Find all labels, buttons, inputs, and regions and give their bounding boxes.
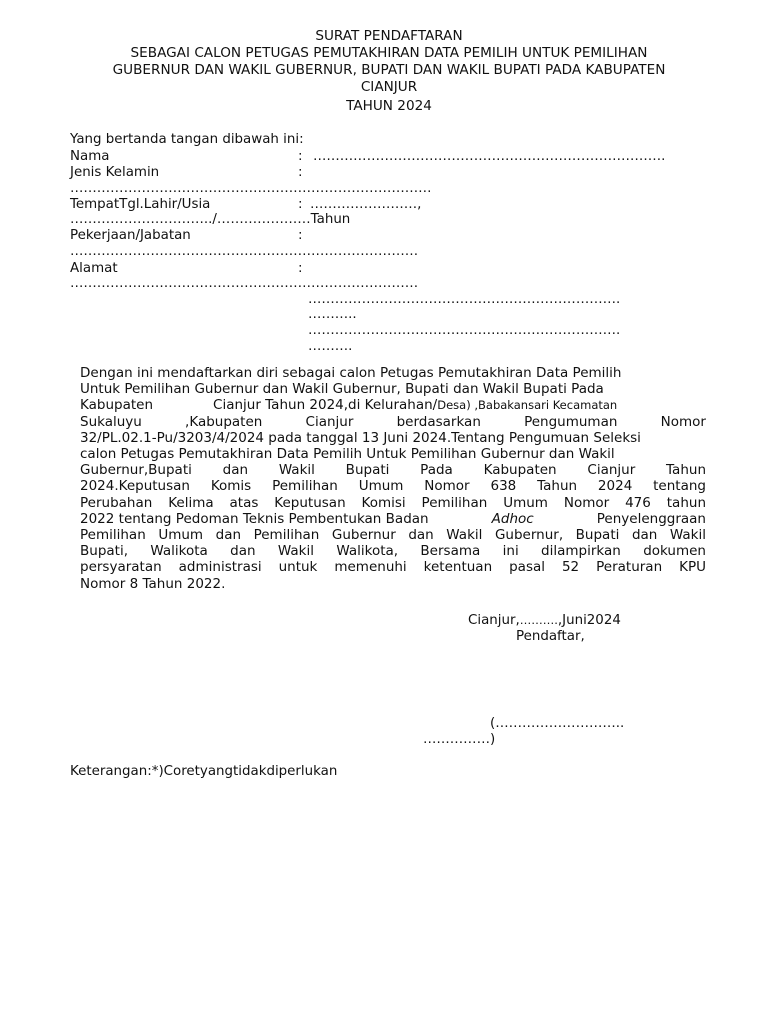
registration-statement: [80, 365, 706, 592]
gender-field[interactable]: ………………………………………………………………………: [70, 181, 432, 196]
statement-line: Pemilihan Umum dan Pemilihan Gubernur dan Wakil Gubernur, Bupati dan Wakil: [80, 527, 706, 544]
statement-line: 2024.Keputusan Komis Pemilihan Umum Nomor 638 Tahun 2024 tentang: [80, 478, 706, 495]
address-colon: :: [298, 261, 303, 276]
statement-line: 2022 tentang Pedoman Teknis Pembentukan Badan Adhoc Penyelenggraan: [80, 510, 706, 527]
occupation-colon: :: [298, 228, 303, 243]
statement-line: Sukaluyu ,Kabupaten Cianjur berdasarkan Pengumuman Nomor: [80, 413, 706, 430]
occupation-label: Pekerjaan/Jabatan: [70, 228, 191, 243]
statement-line: Untuk Pemilihan Gubernur dan Wakil Gubernur, Bupati dan Wakil Bupati Pada: [80, 381, 604, 398]
document-year: TAHUN 2024: [346, 98, 432, 114]
birth-label: TempatTgl.Lahir/Usia: [70, 197, 211, 212]
address-field-line-3-cont[interactable]: ……….: [308, 339, 353, 354]
occupation-field[interactable]: ……………………………………………………………………: [70, 244, 419, 259]
address-field-line-3[interactable]: …………………………………………………………….: [308, 323, 621, 338]
signature-place-date: Cianjur,……….,Juni2024: [468, 613, 621, 628]
statement-line: calon Petugas Pemutakhiran Data Pemilih Untuk Pemilihan Gubernur dan Wakil: [80, 446, 615, 463]
statement-line: Perubahan Kelima atas Keputusan Komisi Pemilihan Umum Nomor 476 tahun: [80, 494, 706, 511]
statement-line: Dengan ini mendaftarkan diri sebagai calon Petugas Pemutakhiran Data Pemilih: [80, 365, 622, 381]
statement-line: persyaratan administrasi untuk memenuhi ketentuan pasal 52 Peraturan KPU: [80, 559, 706, 576]
birth-place-field[interactable]: ……………………,: [310, 197, 422, 212]
form-intro: Yang bertanda tangan dibawah ini:: [70, 132, 304, 147]
gender-colon: :: [298, 165, 303, 180]
statement-line: Nomor 8 Tahun 2022.: [80, 575, 226, 592]
address-field-line-2-cont[interactable]: ………..: [308, 307, 357, 322]
document-subtitle-line-3: CIANJUR: [360, 79, 418, 95]
statement-line: 32/PL.02.1-Pu/3203/4/2024 pada tanggal 13 Juni 2024.Tentang Pengumuan Seleksi: [80, 429, 641, 446]
document-subtitle-line-2: GUBERNUR DAN WAKIL GUBERNUR, BUPATI DAN WAKIL BUPATI PADA KABUPATEN: [112, 62, 666, 78]
name-field[interactable]: …………………………………………………………………….: [313, 149, 666, 164]
document-subtitle-line-1: SEBAGAI CALON PETUGAS PEMUTAKHIRAN DATA PEMILIH UNTUK PEMILIHAN: [130, 45, 648, 61]
address-label: Alamat: [70, 261, 118, 276]
gender-label: Jenis Kelamin: [70, 165, 160, 180]
document-title: SURAT PENDAFTARAN: [315, 28, 463, 44]
signature-role: Pendaftar,: [516, 629, 585, 644]
birth-colon: :: [298, 197, 303, 212]
address-field-line-2[interactable]: …………………………………………………………….: [308, 292, 621, 307]
birth-date-age-field[interactable]: …………………………../…………………Tahun: [70, 212, 351, 227]
name-label: Nama: [70, 149, 110, 164]
signature-name-field[interactable]: (………………………..: [490, 716, 625, 731]
footer-note: Keterangan:*)Coretyangtidakdiperlukan: [70, 764, 338, 779]
statement-line: Kabupaten Cianjur Tahun 2024,di Kelurahan/Desa) ,Babakansari Kecamatan: [80, 397, 618, 414]
name-colon: :: [298, 149, 303, 164]
address-field-line-1[interactable]: ……………………………………………………………………: [70, 276, 419, 291]
signature-name-field-cont[interactable]: ……………): [423, 732, 496, 747]
statement-line: Bupati, Walikota dan Wakil Walikota, Bersama ini dilampirkan dokumen: [80, 543, 706, 560]
statement-line: Gubernur,Bupati dan Wakil Bupati Pada Kabupaten Cianjur Tahun: [80, 462, 706, 479]
